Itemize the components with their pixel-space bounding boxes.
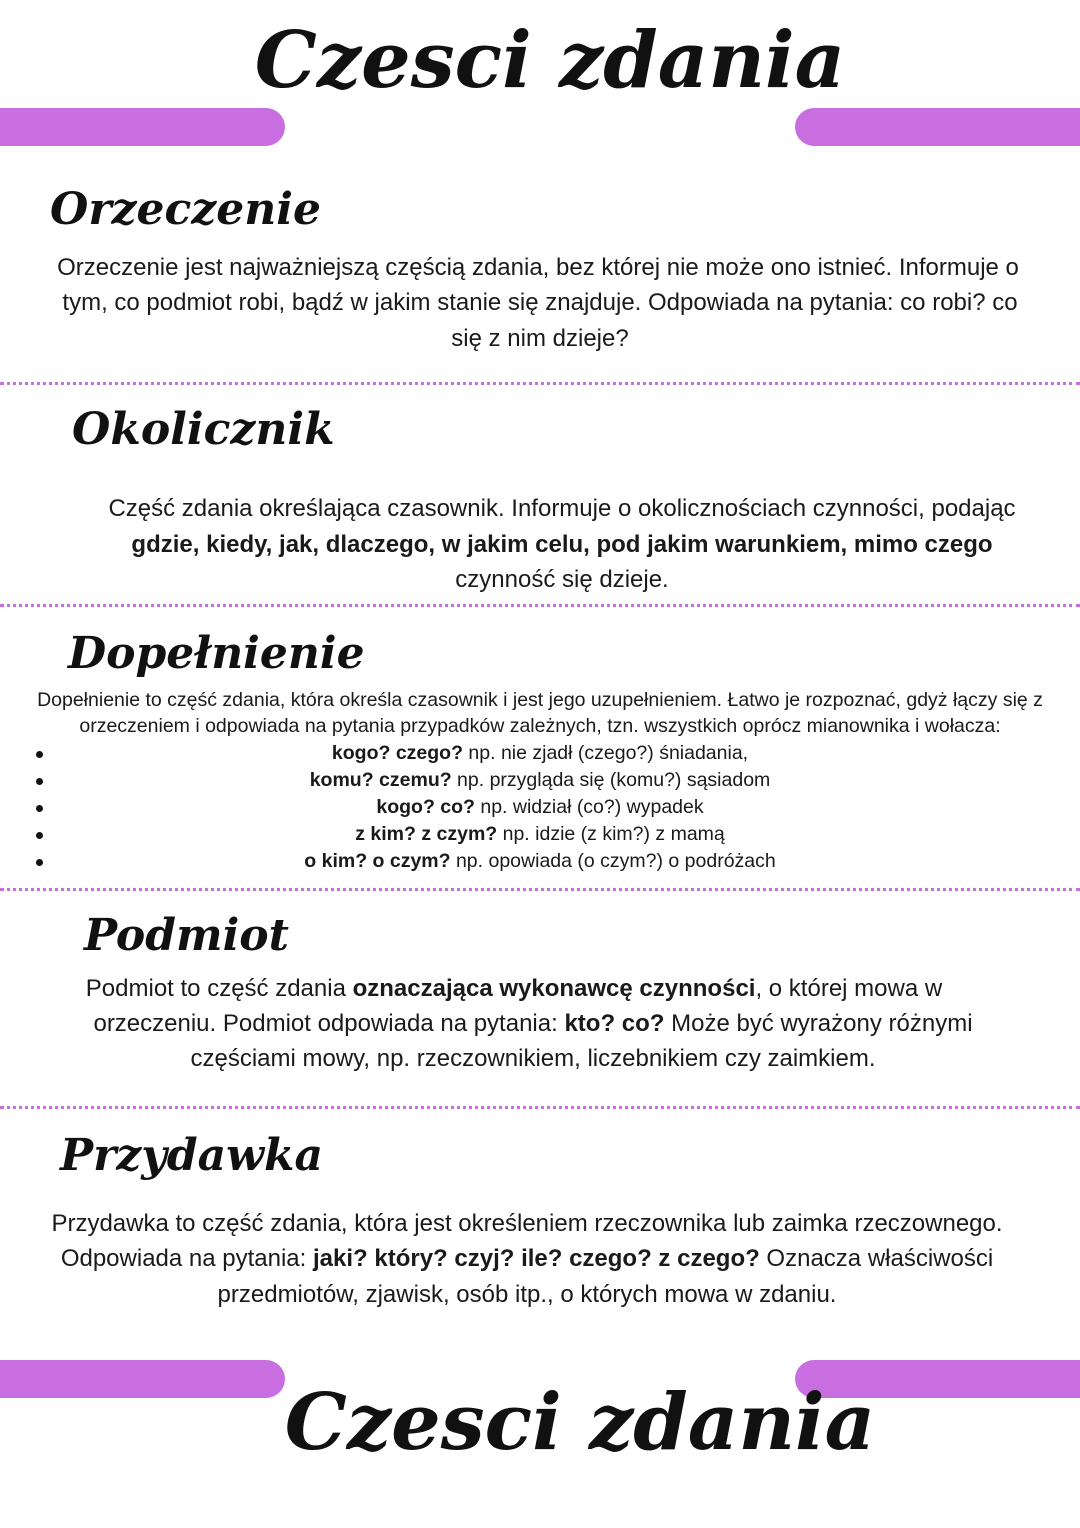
section-divider bbox=[0, 382, 1080, 385]
orzeczenie-line-3: się z nim dzieje? bbox=[451, 325, 629, 352]
page-title: Czesci zdania bbox=[254, 15, 846, 106]
section-heading-dopelnienie: Dopełnienie bbox=[68, 628, 365, 679]
dopelnienie-question-list bbox=[0, 740, 1080, 875]
przydawka-line-1: Przydawka to część zdania, która jest określeniem rzeczownika lub zaimka rzeczownego. bbox=[51, 1210, 1003, 1237]
section-heading-podmiot: Podmiot bbox=[84, 910, 289, 961]
section-heading-okolicznik: Okolicznik bbox=[72, 404, 335, 455]
bullet-icon bbox=[36, 859, 43, 866]
section-divider bbox=[0, 1106, 1080, 1109]
okolicznik-questions: gdzie, kiedy, jak, dlaczego, w jakim celu, pod jakim warunkiem, mimo czego bbox=[131, 531, 993, 558]
podmiot-line-3: częściami mowy, np. rzeczownikiem, liczebnikiem czy zaimkiem. bbox=[190, 1045, 876, 1072]
dopelnienie-line-1: Dopełnienie to część zdania, która określa czasownik i jest jego uzupełnieniem. Łatwo je rozpoznać, gdyż łączy się z bbox=[37, 689, 1043, 711]
list-item: kogo? co? np. widział (co?) wypadek bbox=[0, 794, 1080, 821]
bullet-icon bbox=[36, 805, 43, 812]
okolicznik-line-1: Część zdania określająca czasownik. Informuje o okolicznościach czynności, podając bbox=[108, 495, 1016, 522]
podmiot-line-2: orzeczeniu. Podmiot odpowiada na pytania: kto? co? Może być wyrażony różnymi bbox=[93, 1010, 973, 1037]
bullet-icon bbox=[36, 832, 43, 839]
top-right-accent-bar bbox=[795, 108, 1080, 146]
bullet-icon bbox=[36, 751, 43, 758]
list-item: kogo? czego? np. nie zjadł (czego?) śniadania, bbox=[0, 740, 1080, 767]
orzeczenie-line-1: Orzeczenie jest najważniejszą częścią zdania, bez której nie może ono istnieć. Informuje o bbox=[57, 254, 1019, 281]
section-heading-przydawka: Przydawka bbox=[60, 1130, 323, 1181]
footer-title: Czesci zdania bbox=[284, 1377, 876, 1468]
okolicznik-line-2 bbox=[22, 527, 1080, 563]
podmiot-line-1: Podmiot to część zdania oznaczająca wykonawcę czynności, o której mowa w bbox=[85, 975, 943, 1002]
section-divider bbox=[0, 604, 1080, 607]
dopelnienie-line-2: orzeczeniem i odpowiada na pytania przypadków zależnych, tzn. wszystkich oprócz mianownika i wołacza: bbox=[79, 715, 1001, 737]
bullet-icon bbox=[36, 778, 43, 785]
przydawka-line-2: Odpowiada na pytania: jaki? który? czyj? ile? czego? z czego? Oznacza właściwości bbox=[60, 1245, 994, 1272]
section-heading-orzeczenie: Orzeczenie bbox=[50, 184, 321, 235]
przydawka-line-3: przedmiotów, zjawisk, osób itp., o których mowa w zdaniu. bbox=[217, 1281, 837, 1308]
list-item: o kim? o czym? np. opowiada (o czym?) o podróżach bbox=[0, 848, 1080, 875]
section-divider bbox=[0, 888, 1080, 891]
top-left-accent-bar bbox=[0, 108, 285, 146]
list-item: komu? czemu? np. przygląda się (komu?) sąsiadom bbox=[0, 767, 1080, 794]
orzeczenie-line-2: tym, co podmiot robi, bądź w jakim stanie się znajduje. Odpowiada na pytania: co robi? co bbox=[62, 289, 1018, 316]
okolicznik-line-3: czynność się dzieje. bbox=[455, 566, 669, 593]
list-item: z kim? z czym? np. idzie (z kim?) z mamą bbox=[0, 821, 1080, 848]
